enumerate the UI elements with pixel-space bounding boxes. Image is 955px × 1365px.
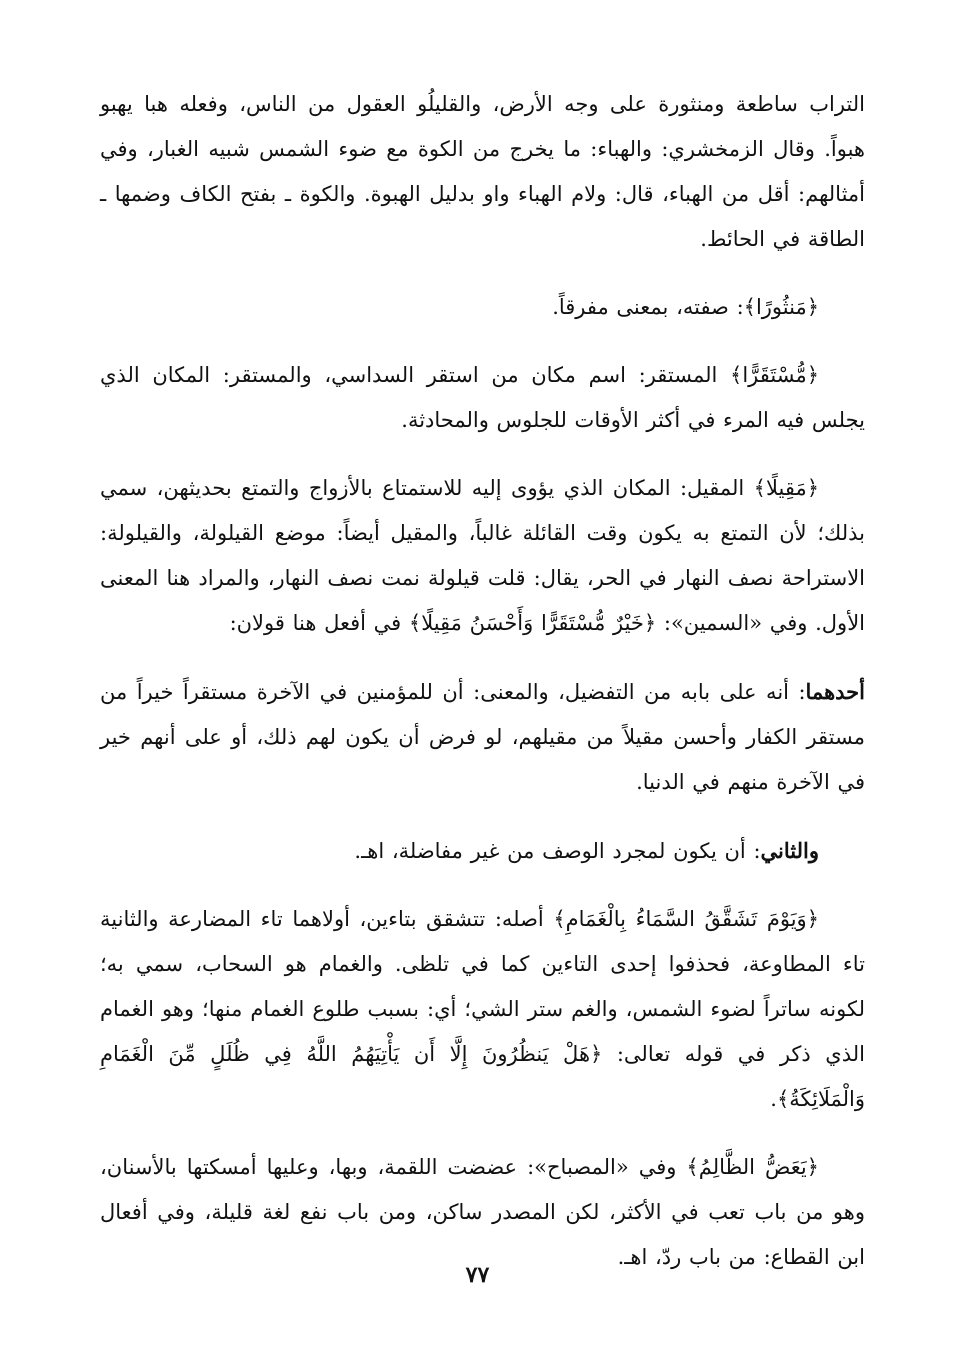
- paragraph-1: [100, 82, 865, 262]
- page-number: ٧٧: [465, 1262, 490, 1288]
- paragraph-2-text: ﴿مَنثُورًا﴾: صفته، بمعنى مفرقاً.: [552, 295, 819, 319]
- paragraph-8-text: ﴿يَعَضُّ الظَّالِمُ﴾ وفي «المصباح»: عضضت اللقمة، وبها، وعليها أمسكتها بالأسنان، وهو من باب تعب في الأكثر، لكن المصدر ساكن، ومن باب نفع لغة قليلة، وفي أفعال ابن القطاع: من باب ردّ، اهـ.: [100, 1155, 865, 1269]
- paragraph-8: [100, 1145, 865, 1280]
- paragraph-6: [100, 828, 865, 874]
- paragraph-5-lead: أحدهما: [805, 679, 865, 704]
- paragraph-6-text: : أن يكون لمجرد الوصف من غير مفاضلة، اهـ.: [354, 839, 761, 863]
- paragraph-2: [100, 285, 865, 330]
- paragraph-4: [100, 466, 865, 646]
- paragraph-1-text: التراب ساطعة ومنثورة على وجه الأرض، والقليلُو العقول من الناس، وفعله هبا يهبو هبواً. وقال الزمخشري: والهباء: ما يخرج من الكوة مع ضوء الشمس شبيه الغبار، وفي أمثالهم: أقل من الهباء، قال: ولام الهباء واو بدليل الهبوة. والكوة ـ بفتح الكاف وضمها ـ الطاقة في الحائط.: [100, 92, 865, 251]
- paragraph-3: [100, 353, 865, 443]
- paragraph-5-text: : أنه على بابه من التفضيل، والمعنى: أن للمؤمنين في الآخرة مستقراً خيراً من مستقر الكفار وأحسن مقيلاً من مقيلهم، لو فرض أن يكون لهم ذلك، أو على أنهم خير في الآخرة منهم في الدنيا.: [100, 680, 865, 794]
- paragraph-5: [100, 669, 865, 805]
- paragraph-4-text: ﴿مَقِيلًا﴾ المقيل: المكان الذي يؤوى إليه للاستمتاع بالأزواج والتمتع بحديثهن، سمي بذلك؛ لأن التمتع به يكون وقت القائلة غالباً، والمقيل أيضاً: موضع القيلولة، والقيلولة: الاستراحة نصف النهار في الحر، يقال: قلت قيلولة نمت نصف النهار، والمراد هنا المعنى الأول. وفي «السمين»: ﴿خَيْرٌ مُّسْتَقَرًّا وَأَحْسَنُ مَقِيلًا﴾ في أفعل هنا قولان:: [100, 476, 865, 635]
- paragraph-7-text: ﴿وَيَوْمَ تَشَقَّقُ السَّمَاءُ بِالْغَمَامِ﴾ أصله: تتشقق بتاءين، أولاهما تاء المضارعة والثانية تاء المطاوعة، فحذفوا إحدى التاءين كما في تلظى. والغمام هو السحاب، سمي به؛ لكونه ساتراً لضوء الشمس، والغم ستر الشي؛ أي: بسبب طلوع الغمام منها؛ وهو الغمام الذي ذكر في قوله تعالى: ﴿هَلْ يَنظُرُونَ إِلَّا أَن يَأْتِيَهُمُ اللَّهُ فِي ظُلَلٍ مِّنَ الْغَمَامِ وَالْمَلَائِكَةُ﴾.: [100, 907, 865, 1111]
- paragraph-7: [100, 897, 865, 1122]
- page-body: [100, 82, 865, 1303]
- paragraph-3-text: ﴿مُّسْتَقَرًّا﴾ المستقر: اسم مكان من استقر السداسي، والمستقر: المكان الذي يجلس فيه المرء في أكثر الأوقات للجلوس والمحادثة.: [100, 363, 865, 432]
- paragraph-6-lead: والثاني: [760, 838, 819, 863]
